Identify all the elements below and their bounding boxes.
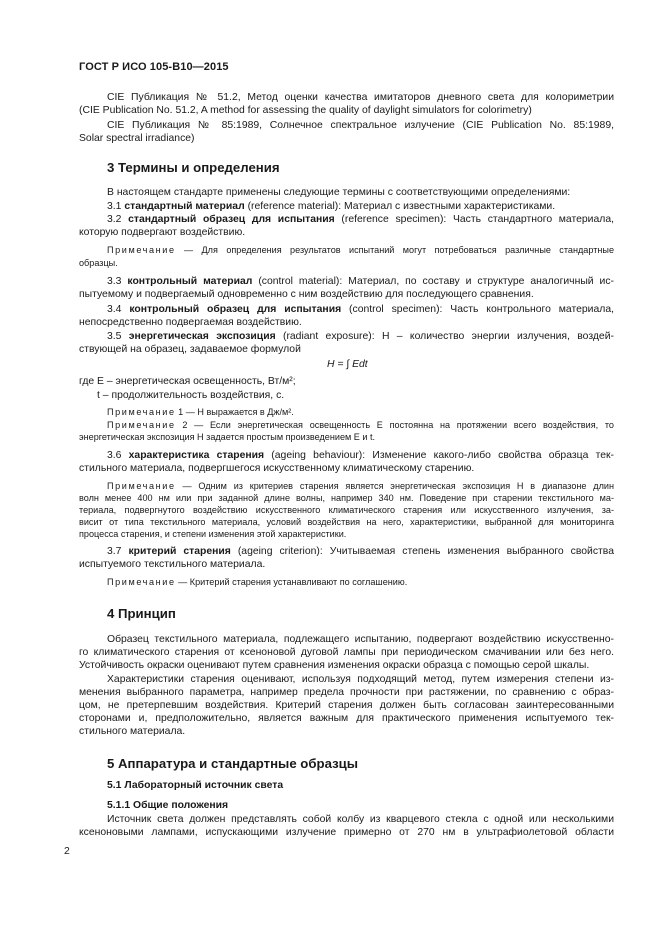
term-3-2-line-1: 3.2 стандартный образец для испытания (reference specimen): Часть стандартного материала, — [107, 214, 614, 225]
note-1-line-2: образцы. — [79, 258, 118, 268]
note-3-line-5: процесса старения, и степени изменения этой характеристики. — [79, 529, 347, 539]
note-3-line-3: териала, подвергнутого воздействию искусственного климатического старения или искусственного излучения, за- — [79, 505, 614, 515]
note-3-line-4: висит от типа текстильного материала, условий воздействия на него, характеристики, выбранной для мониторинга — [79, 517, 614, 527]
section-5-1-1-heading: 5.1.1 Общие положения — [107, 800, 229, 811]
note-2-2-line-1: Примечание 2 — Если энергетическая освещенность E постоянна на протяжении всего воздействия, то — [107, 420, 614, 430]
term-3-7-line-2: испытуемого текстильного материала. — [79, 559, 266, 570]
term-3-7-line-1: 3.7 критерий старения (ageing criterion): Учитываемая степень изменения выбранного свойства — [107, 546, 614, 557]
principle-p1-line-3: Устойчивость окраски оценивают путем сравнения изменения окраски образца с помощью серой шкалы. — [79, 660, 590, 671]
ref-1-line-2: (CIE Publication No. 51.2, A method for assessing the quality of daylight simulators for colorimetry) — [79, 105, 532, 116]
note-2-2-line-2: энергетическая экспозиция H задается простым произведением E и t. — [79, 432, 376, 442]
term-3-5-line-1: 3.5 энергетическая экспозиция (radiant exposure): H – количество энергии излучения, воздей- — [107, 331, 614, 342]
section-5-1-heading: 5.1 Лабораторный источник света — [107, 780, 284, 791]
principle-p2-line-5: стильного материала. — [79, 726, 186, 737]
note-4: Примечание — Критерий старения устанавливают по соглашению. — [107, 577, 408, 587]
note-1-line-1: Примечание — Для определения результатов испытаний могут потребоваться различные стандартные — [107, 245, 614, 255]
term-3-2-line-2: которую подвергают воздействию. — [79, 227, 246, 238]
light-source-line-2: ксеноновыми лампами, испускающими излучение примерно от 270 нм в ультрафиолетовой области — [79, 827, 614, 838]
formula: H = ∫ Edt — [327, 359, 368, 370]
principle-p2-line-4: сторонами и, предположительно, является важным для практического применения испытуемого тек- — [79, 713, 614, 724]
term-3-4-line-2: непосредственно подвергаемая воздействию. — [79, 317, 302, 328]
term-3-4-line-1: 3.4 контрольный образец для испытания (control specimen): Часть контрольного материала, — [107, 304, 614, 315]
principle-p1-line-1: Образец текстильного материала, подлежащего испытанию, подвергают воздействию искусственно- — [107, 634, 614, 645]
page-number: 2 — [64, 846, 70, 857]
principle-p2-line-3: цом, не претерпевшим воздействия. Критерий старения должен быть согласован заинтересованными — [79, 700, 614, 711]
principle-p1-line-2: го климатического старения от ксеноновой дуговой лампы при периодическом смачивании или без него. — [79, 647, 614, 658]
light-source-line-1: Источник света должен представлять собой колбу из кварцевого стекла с одной или несколькими — [107, 814, 614, 825]
section-3-intro: В настоящем стандарте применены следующие термины с соответствующими определениями: — [107, 187, 571, 198]
note-3-line-1: Примечание — Одним из критериев старения является энергетическая экспозиция H в диапазоне длин — [107, 481, 614, 491]
term-3-3-line-1: 3.3 контрольный материал (control material): Материал, по составу и структуре аналогичный ис- — [107, 276, 614, 287]
ref-1-line-1: CIE Публикация № 51.2, Метод оценки качества имитаторов дневного света для колориметрии — [107, 92, 614, 103]
section-3-heading: 3 Термины и определения — [107, 160, 280, 175]
note-3-line-2: волн менее 400 нм или при заданной длине волны, например 340 нм. Поведение при старении текстильного ма- — [79, 493, 614, 503]
principle-p2-line-1: Характеристики старения оценивают, используя подходящий метод, путем измерения степени из- — [107, 674, 614, 685]
term-3-5-line-2: ствующей на образец, задаваемое формулой — [79, 344, 301, 355]
where-line-1: где E – энергетическая освещенность, Вт/м²; — [79, 376, 296, 387]
term-3-6-line-2: стильного материала, подвергшегося искусственному климатическому старению. — [79, 463, 475, 474]
document-header: ГОСТ Р ИСО 105-В10—2015 — [79, 61, 229, 73]
section-5-heading: 5 Аппаратура и стандартные образцы — [107, 756, 358, 771]
term-3-3-line-2: пытуемому и подвергаемый одновременно с ним воздействию для последующего сравнения. — [79, 289, 534, 300]
term-3-1: 3.1 стандартный материал (reference material): Материал с известными характеристиками. — [107, 201, 556, 212]
where-line-2: t – продолжительность воздействия, с. — [97, 390, 285, 401]
principle-p2-line-2: менения выбранного параметра, например предела прочности при растяжении, по сравнению с образ- — [79, 687, 614, 698]
ref-2-line-1: CIE Публикация № 85:1989, Солнечное спектральное излучение (CIE Publication No. 85:1989, — [107, 120, 614, 131]
section-4-heading: 4 Принцип — [107, 606, 176, 621]
term-3-6-line-1: 3.6 характеристика старения (ageing behaviour): Изменение какого-либо свойства образца тек- — [107, 450, 614, 461]
note-2-1: Примечание 1 — H выражается в Дж/м². — [107, 407, 294, 417]
ref-2-line-2: Solar spectral irradiance) — [79, 133, 195, 144]
